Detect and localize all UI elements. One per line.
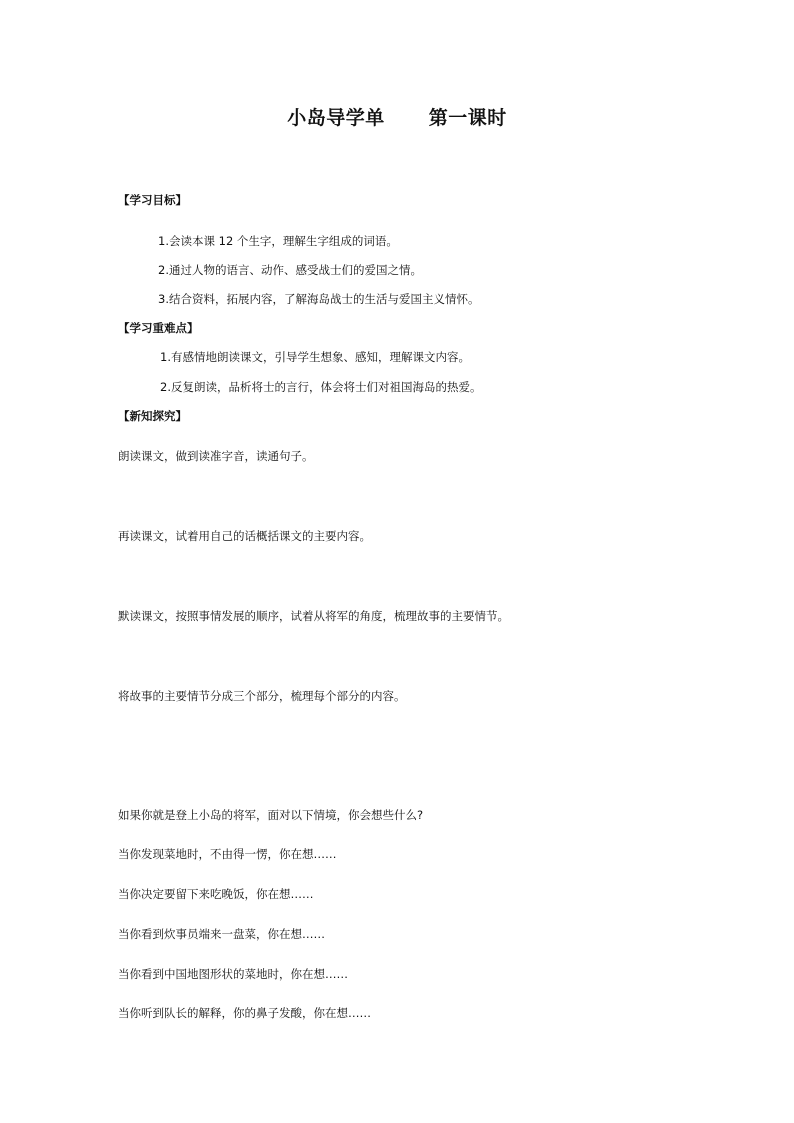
task-2: 再读课文，试着用自己的话概括课文的主要内容。 xyxy=(118,529,371,543)
task-1: 朗读课文，做到读准字音，读通句子。 xyxy=(118,449,314,463)
goal-item-2: 2.通过人物的语言、动作、感受战士们的爱国之情。 xyxy=(158,263,422,277)
scenario-3: 当你看到炊事员端来一盘菜，你在想…… xyxy=(118,927,325,941)
scenario-5: 当你听到队长的解释，你的鼻子发酸，你在想…… xyxy=(118,1006,371,1020)
explore-heading: 【新知探究】 xyxy=(118,409,187,423)
key-point-item-2: 2.反复朗读，品析将士的言行，体会将士们对祖国海岛的热爱。 xyxy=(160,380,482,394)
scenario-2: 当你决定要留下来吃晚饭，你在想…… xyxy=(118,887,314,901)
goals-heading: 【学习目标】 xyxy=(118,193,187,207)
page-title xyxy=(0,104,794,132)
key-points-heading: 【学习重难点】 xyxy=(118,321,199,335)
goal-item-3: 3.结合资料，拓展内容，了解海岛战士的生活与爱国主义情怀。 xyxy=(158,292,480,306)
scenario-1: 当你发现菜地时，不由得一愣，你在想…… xyxy=(118,847,337,861)
task-3: 默读课文，按照事情发展的顺序，试着从将军的角度，梳理故事的主要情节。 xyxy=(118,609,509,623)
scenario-4: 当你看到中国地图形状的菜地时，你在想…… xyxy=(118,967,348,981)
key-point-item-1: 1.有感情地朗读课文，引导学生想象、感知，理解课文内容。 xyxy=(160,350,470,364)
scenario-question: 如果你就是登上小岛的将军，面对以下情境，你会想些什么? xyxy=(118,808,424,822)
title-text: 小岛导学单 xyxy=(287,107,385,129)
task-4: 将故事的主要情节分成三个部分，梳理每个部分的内容。 xyxy=(118,689,406,703)
goal-item-1: 1.会读本课 12 个生字，理解生字组成的词语。 xyxy=(158,234,398,248)
subtitle-text: 第一课时 xyxy=(428,107,507,129)
